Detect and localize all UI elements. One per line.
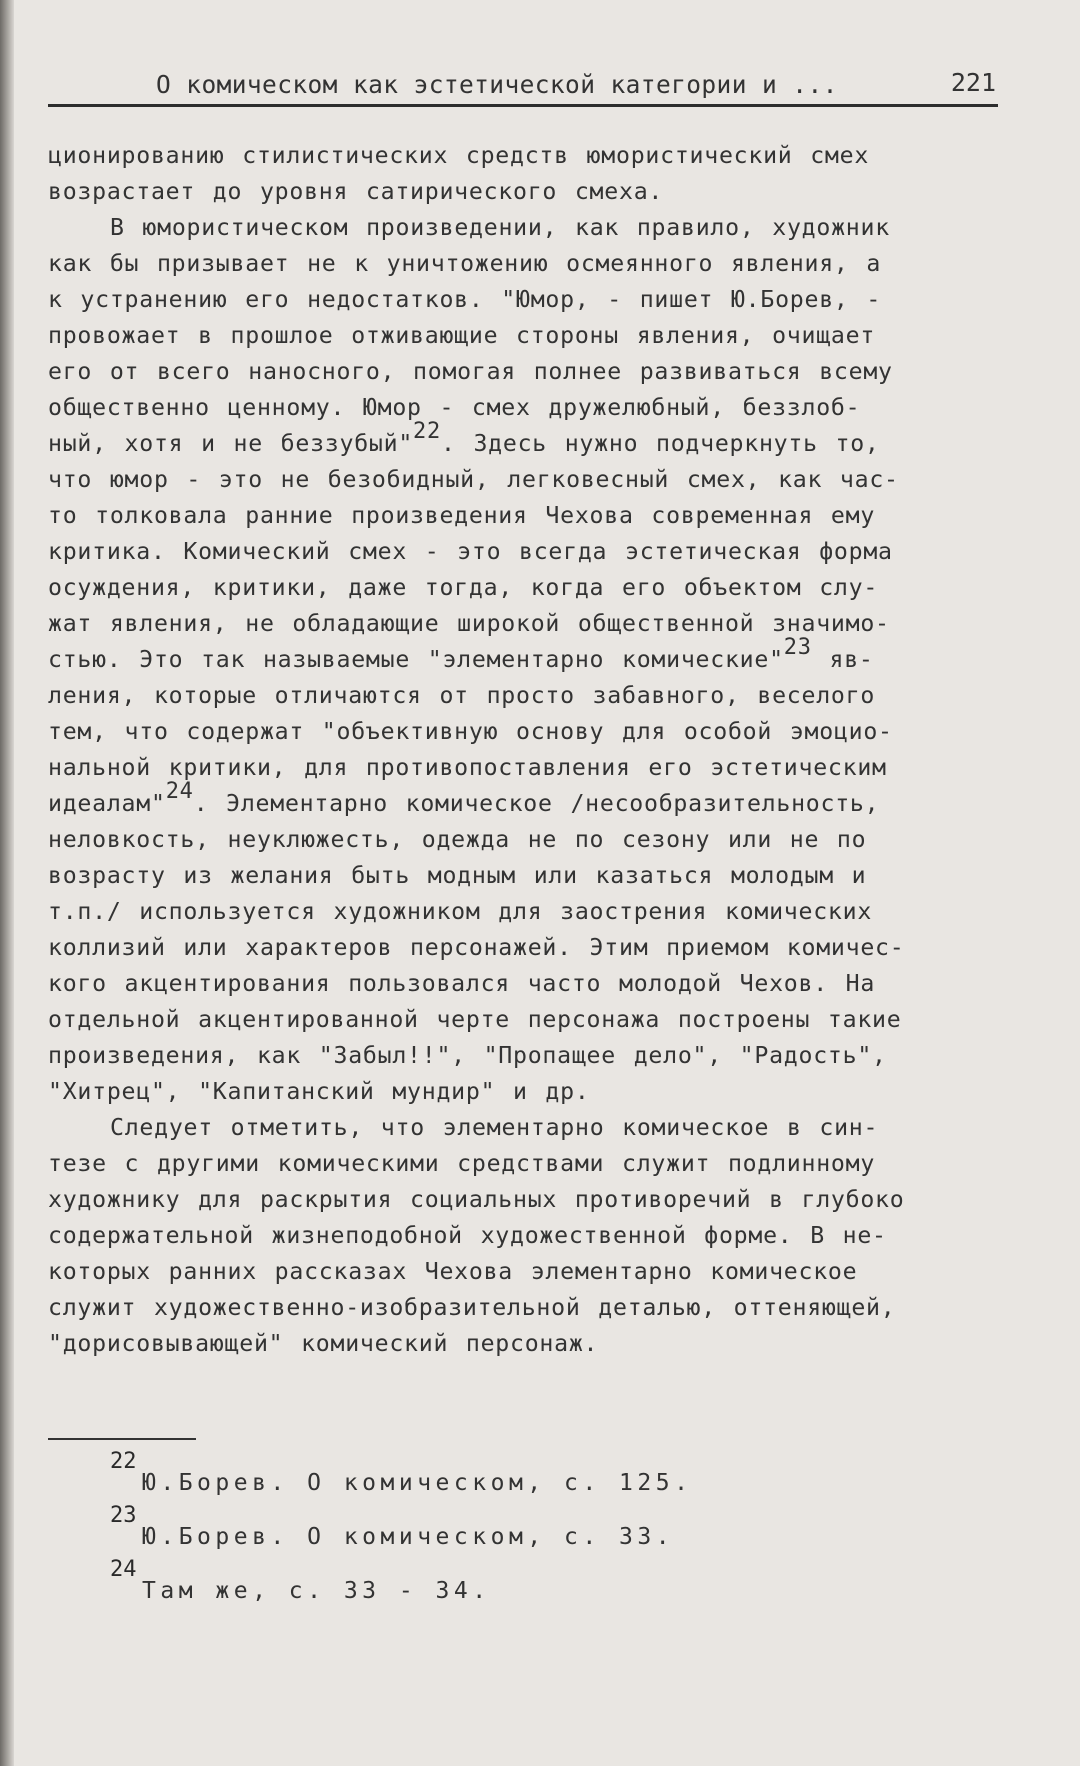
line-text-continued: . Здесь нужно подчеркнуть то,: [441, 430, 880, 457]
line-text: ления, которые отличаются от просто забавного, веселого: [48, 682, 876, 709]
footnote-number: 22: [110, 1449, 137, 1474]
text-line: [48, 1146, 1018, 1182]
line-text: нальной критики, для противопоставления его эстетическим: [48, 754, 887, 781]
text-line: [48, 1038, 1018, 1074]
text-line: [48, 635, 1018, 678]
line-text: содержательной жизнеподобной художественной форме. В не-: [48, 1222, 887, 1249]
line-text: провожает в прошлое отживающие стороны явления, очищает: [48, 322, 876, 349]
text-line: [48, 894, 1018, 930]
line-text: "Хитрец", "Капитанский мундир" и др.: [48, 1078, 590, 1105]
line-text: тезе с другими комическими средствами служит подлинному: [48, 1150, 876, 1177]
line-text-continued: яв-: [811, 646, 874, 673]
binding-shadow: [0, 0, 14, 1766]
line-text: критика. Комический смех - это всегда эстетическая форма: [48, 538, 893, 565]
line-text: "дорисовывающей" комический персонаж.: [48, 1330, 599, 1357]
text-line: [48, 1218, 1018, 1254]
text-line: [48, 779, 1018, 822]
line-text: т.п./ используется художником для заострения комических: [48, 898, 873, 925]
text-line: [48, 354, 1018, 390]
line-text: коллизий или характеров персонажей. Этим приемом комичес-: [48, 934, 905, 961]
text-line: [48, 138, 1018, 174]
text-line: [48, 498, 1018, 534]
line-text: неловкость, неуклюжесть, одежда не по сезону или не по: [48, 826, 867, 853]
text-line: [48, 282, 1018, 318]
text-line: [48, 714, 1018, 750]
line-text: ционированию стилистических средств юмористический смех: [48, 142, 870, 169]
line-text: отдельной акцентированной черте персонажа построены такие: [48, 1006, 902, 1033]
text-line: [48, 174, 1018, 210]
line-text: служит художественно-изобразительной деталью, оттеняющей,: [48, 1294, 896, 1321]
line-text: его от всего наносного, помогая полнее развиваться всему: [48, 358, 893, 385]
line-text: стью. Это так называемые "элементарно комические": [48, 646, 784, 673]
text-line: [48, 1110, 1018, 1146]
line-text: произведения, как "Забыл!!", "Пропащее дело", "Радость",: [48, 1042, 887, 1069]
line-text: возрасту из желания быть модным или казаться молодым и: [48, 862, 867, 889]
text-line: [48, 1326, 1018, 1362]
page-header: [48, 68, 998, 107]
text-line: [48, 462, 1018, 498]
footnote-number: 24: [110, 1557, 137, 1582]
footnote-ref: 23: [783, 635, 812, 660]
line-text-continued: . Элементарно комическое /несообразительность,: [193, 790, 880, 817]
text-line: [48, 570, 1018, 606]
footnote-text: Ю.Борев. О комическом, с. 125.: [142, 1470, 693, 1496]
text-line: [48, 318, 1018, 354]
text-line: [48, 822, 1018, 858]
text-line: [48, 678, 1018, 714]
footnote-text: Ю.Борев. О комическом, с. 33.: [142, 1524, 675, 1550]
text-line: [48, 606, 1018, 642]
line-text: возрастает до уровня сатирического смеха.: [48, 178, 664, 205]
line-text: ный, хотя и не беззубый": [48, 430, 414, 457]
text-line: [48, 1290, 1018, 1326]
footnote-text: Там же, с. 33 - 34.: [142, 1578, 491, 1604]
line-text: идеалам": [48, 790, 166, 817]
line-text: то толковала ранние произведения Чехова современная ему: [48, 502, 876, 529]
text-line: [48, 1254, 1018, 1290]
line-text: осуждения, критики, даже тогда, когда его объектом слу-: [48, 574, 879, 601]
line-text: кого акцентирования пользовался часто молодой Чехов. На: [48, 970, 876, 997]
page-number: 221: [950, 68, 996, 97]
footnote-separator: [48, 1438, 196, 1440]
line-text: В юмористическом произведении, как правило, художник: [110, 214, 890, 241]
text-line: [48, 1002, 1018, 1038]
text-line: [48, 858, 1018, 894]
line-text: как бы призывает не к уничтожению осмеянного явления, а: [48, 250, 882, 277]
text-line: [48, 419, 1018, 462]
line-text: Следует отметить, что элементарно комическое в син-: [110, 1114, 879, 1141]
text-line: [48, 246, 1018, 282]
footnote-ref: 22: [413, 419, 442, 444]
line-text: художнику для раскрытия социальных противоречий в глубоко: [48, 1186, 905, 1213]
footnote-number: 23: [110, 1503, 137, 1528]
running-title: О комическом как эстетической категории и ...: [156, 70, 838, 99]
footnote-ref: 24: [165, 779, 194, 804]
text-line: [48, 966, 1018, 1002]
body-text: [48, 138, 1018, 1362]
line-text: общественно ценному. Юмор - смех дружелюбный, беззлоб-: [48, 394, 861, 421]
text-line: [48, 1074, 1018, 1110]
text-line: [48, 534, 1018, 570]
line-text: жат явления, не обладающие широкой общественной значимо-: [48, 610, 890, 637]
line-text: которых ранних рассказах Чехова элементарно комическое: [48, 1258, 858, 1285]
line-text: тем, что содержат "объективную основу для особой эмоцио-: [48, 718, 893, 745]
text-line: [48, 930, 1018, 966]
line-text: к устранению его недостатков. "Юмор, - пишет Ю.Борев, -: [48, 286, 882, 313]
text-line: [48, 1182, 1018, 1218]
text-line: [48, 390, 1018, 426]
line-text: что юмор - это не безобидный, легковесный смех, как час-: [48, 466, 899, 493]
text-line: [48, 210, 1018, 246]
